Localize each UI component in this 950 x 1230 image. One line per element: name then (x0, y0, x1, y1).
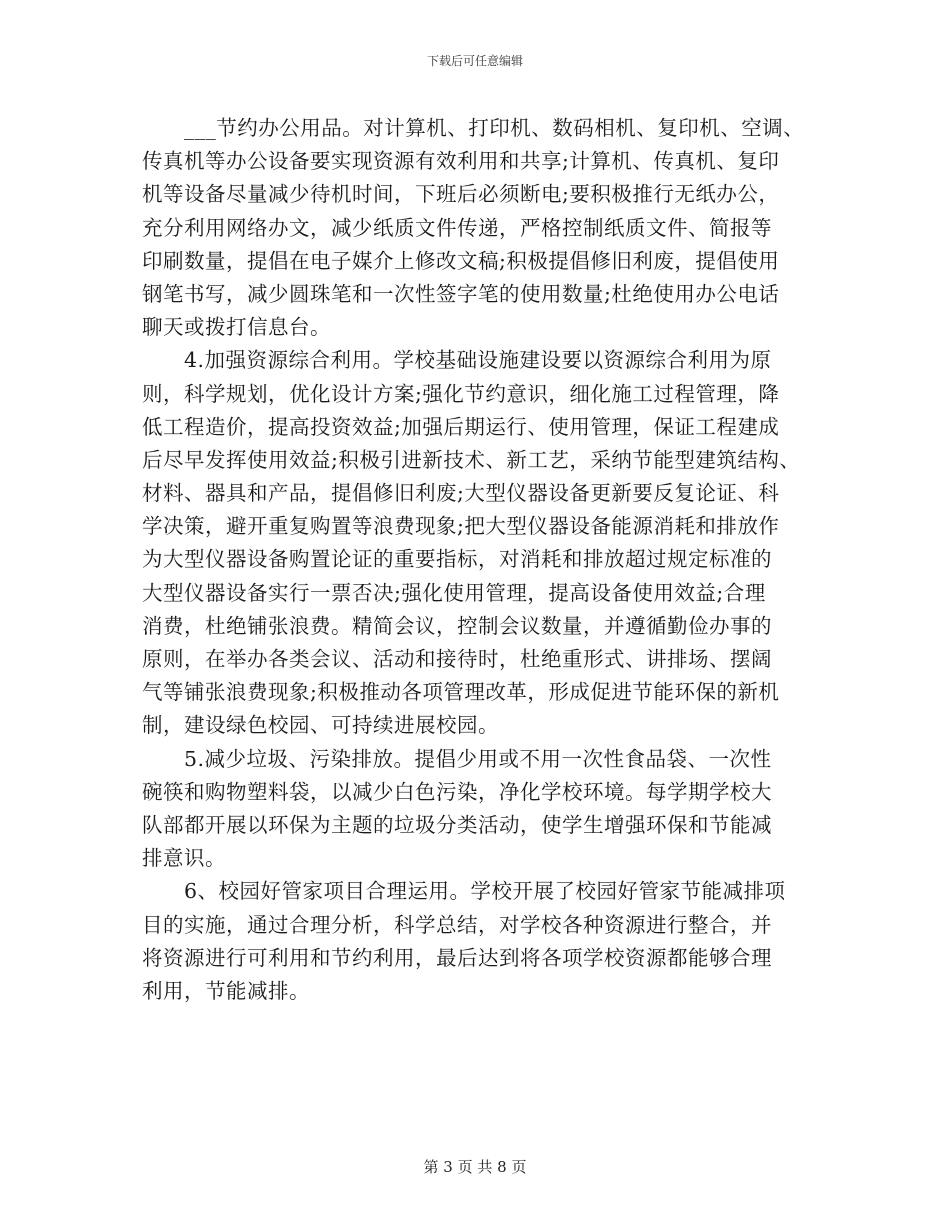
text-line: 钢笔书写，减少圆珠笔和一次性签字笔的使用数量;杜绝使用办公电话 (142, 281, 780, 306)
text-line: 印刷数量，提倡在电子媒介上修改文稿;积极提倡修旧利废，提倡使用 (142, 248, 780, 273)
text-line: 气等铺张浪费现象;积极推动各项管理改革，形成促进节能环保的新机 (142, 680, 780, 705)
text-line: 碗筷和购物塑料袋，以减少白色污染，净化学校环境。每学期学校大 (142, 779, 772, 804)
text-line: 充分利用网络办文，减少纸质文件传递，严格控制纸质文件、简报等 (142, 215, 772, 240)
text-line: 材料、器具和产品，提倡修旧利废;大型仪器设备更新要反复论证、科 (142, 481, 780, 506)
text-line: 目的实施，通过合理分析，科学总结，对学校各种资源进行整合，并 (142, 912, 772, 937)
text-line: 将资源进行可利用和节约利用，最后达到将各项学校资源都能够合理 (142, 945, 772, 970)
text-line: 低工程造价，提高投资效益;加强后期运行、使用管理，保证工程建成 (142, 414, 780, 439)
text-line: 4.加强资源综合利用。学校基础设施建设要以资源综合利用为原 (184, 348, 772, 373)
text-line: 学决策，避开重复购置等浪费现象;把大型仪器设备能源消耗和排放作 (142, 514, 780, 539)
text-line: 制，建设绿色校园、可持续进展校园。 (142, 713, 499, 738)
text-line: 聊天或拨打信息台。 (142, 315, 331, 340)
text-line: 大型仪器设备实行一票否决;强化使用管理，提高设备使用效益;合理 (142, 580, 766, 605)
text-line: 排意识。 (142, 846, 226, 871)
page-header: 下载后可任意编辑 (426, 54, 523, 68)
text-line: 消费，杜绝铺张浪费。精简会议，控制会议数量，并遵循勤俭办事的 (142, 613, 772, 638)
text-line: ___节约办公用品。对计算机、打印机、数码相机、复印机、空调、 (184, 116, 805, 140)
document-body (142, 112, 812, 1008)
text-line: 传真机等办公设备要实现资源有效利用和共享;计算机、传真机、复印 (142, 149, 780, 174)
page-footer: 第 3 页 共 8 页 (423, 1158, 527, 1176)
text-line: 后尽早发挥使用效益;积极引进新技术、新工艺，采纳节能型建筑结构、 (142, 447, 801, 472)
text-line: 6、校园好管家项目合理运用。学校开展了校园好管家节能减排项 (184, 879, 786, 904)
text-line: 则，科学规划，优化设计方案;强化节约意识，细化施工过程管理，降 (142, 381, 780, 406)
text-line: 原则，在举办各类会议、活动和接待时，杜绝重形式、讲排场、摆阔 (142, 647, 772, 671)
text-line: 5.减少垃圾、污染排放。提倡少用或不用一次性食品袋、一次性 (184, 746, 772, 771)
text-line: 为大型仪器设备购置论证的重要指标，对消耗和排放超过规定标准的 (142, 547, 772, 572)
text-line: 队部都开展以环保为主题的垃圾分类活动，使学生增强环保和节能减 (142, 812, 772, 837)
text-line: 机等设备尽量减少待机时间，下班后必须断电;要积极推行无纸办公， (142, 182, 780, 207)
text-line: 利用，节能减排。 (142, 978, 310, 1003)
